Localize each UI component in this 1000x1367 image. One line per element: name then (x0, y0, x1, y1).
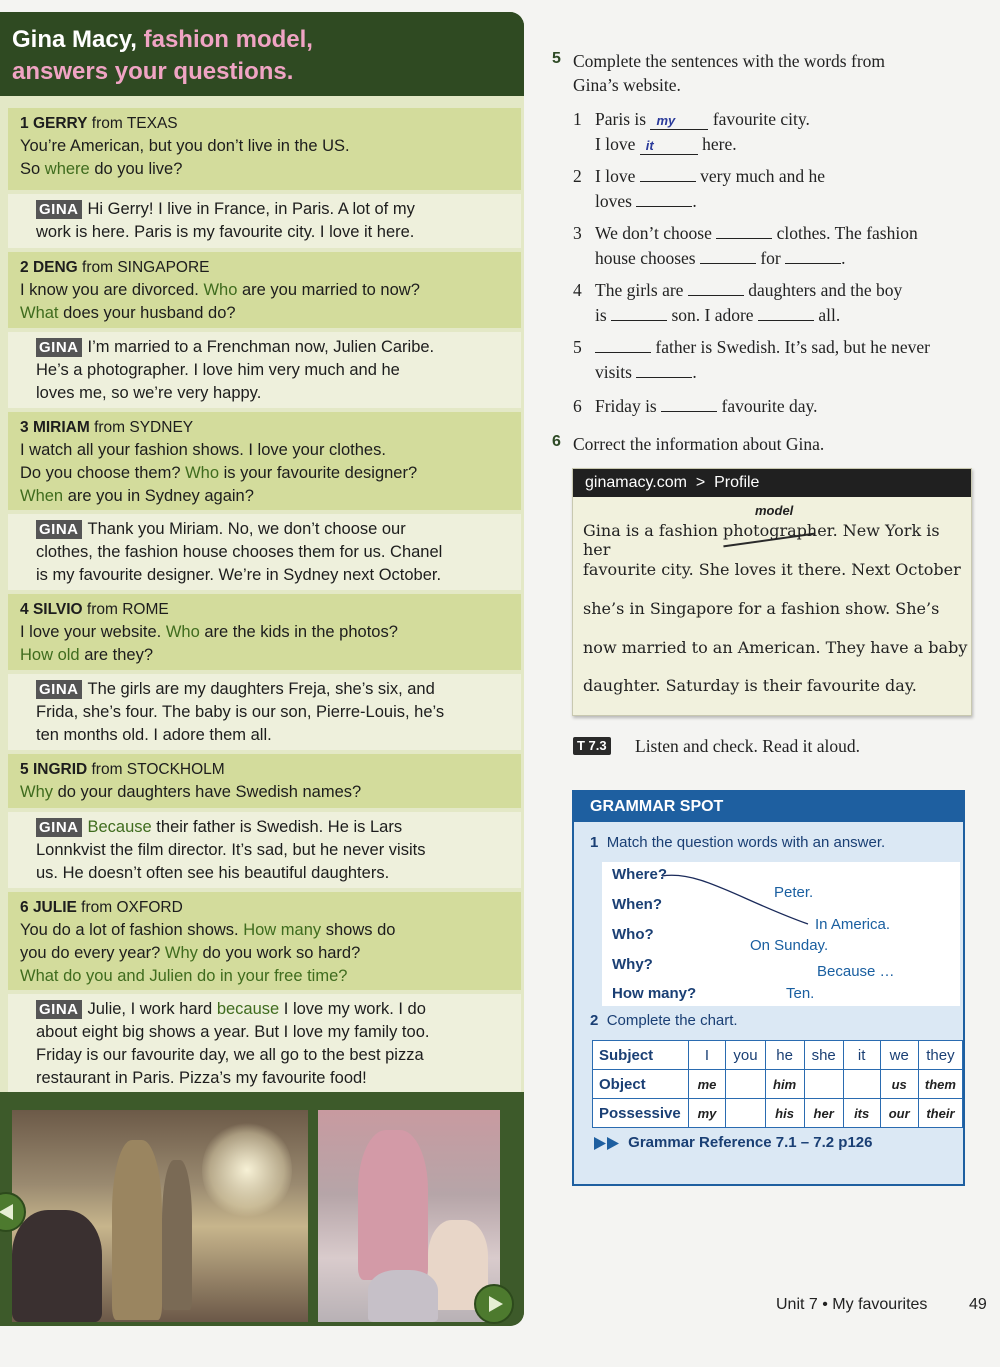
profile-card (572, 468, 972, 716)
listen-instruction: Listen and check. Read it aloud. (635, 736, 860, 756)
chart-cell[interactable]: me (688, 1070, 726, 1099)
answer-filled: it (640, 138, 698, 155)
sentence-2: 2 I love very much and he loves . (573, 166, 825, 211)
question-block-5 (8, 754, 521, 808)
sentence-6: 6 Friday is favourite day. (573, 396, 818, 416)
blank-field[interactable] (611, 305, 667, 321)
sentence-1: 1 Paris is my favourite city. I love it here. (573, 109, 810, 154)
gina-label: GINA (36, 338, 82, 357)
audio-track-badge[interactable]: T 7.3 (573, 737, 611, 755)
next-arrow-button[interactable] (474, 1284, 514, 1324)
chart-cell[interactable]: him (765, 1070, 804, 1099)
question-text: So where do you live? (20, 160, 183, 178)
asker-location: from OXFORD (76, 899, 183, 916)
asker-location: from TEXAS (87, 115, 178, 132)
chart-row-possessive (593, 1099, 963, 1128)
question-block-4 (8, 594, 521, 670)
chart-row-subject (593, 1041, 963, 1070)
blank-field[interactable] (640, 166, 696, 182)
question-word: Why? (612, 956, 653, 973)
question-text: You’re American, but you don’t live in the US. (20, 137, 350, 155)
answer-text: Frida, she’s four. The baby is our son, Pierre-Louis, he’s (36, 703, 445, 721)
blank-field[interactable] (716, 223, 772, 239)
profile-breadcrumb (573, 469, 971, 497)
grammar-item-1: 1 Match the question words with an answer. (590, 834, 886, 851)
grammar-spot-body (574, 822, 963, 1184)
asker-location: from ROME (82, 601, 169, 618)
question-text: Do you choose them? Who is your favourite designer? (20, 464, 418, 482)
asker-name: 1 GERRY (20, 115, 88, 132)
question-word: Where? (612, 866, 668, 883)
breadcrumb-separator: > (695, 474, 706, 491)
answer-text: clothes, the fashion house chooses them for us. Chanel (36, 543, 443, 561)
answer-block-5: GINA Because their father is Swedish. He is Lars Lonnkvist the film director. It’s sad, but he never visits us. He doesn’t often see his beautiful daughters. (8, 812, 521, 888)
letters-area (0, 96, 524, 1096)
blank-field[interactable] (758, 305, 814, 321)
blank-field[interactable] (636, 191, 692, 207)
grammar-item-2: 2 Complete the chart. (590, 1012, 738, 1029)
exercise-5-instructions: Complete the sentences with the words from Gina’s website. (573, 51, 886, 95)
answer-text: restaurant in Paris. Pizza’s my favourite food! (36, 1069, 367, 1087)
arrow-left-icon (0, 1202, 17, 1222)
asker-name: 4 SILVIO (20, 601, 83, 618)
chart-cell: we (880, 1041, 918, 1070)
grammar-reference-link[interactable]: Grammar Reference 7.1 – 7.2 p126 (594, 1134, 873, 1151)
blank-field[interactable] (661, 396, 717, 412)
question-text: What do you and Julien do in your free time? (20, 967, 348, 985)
answer-option: Peter. (774, 884, 814, 901)
chart-cell: he (765, 1041, 804, 1070)
answer-text: about eight big shows a year. But I love my family too. (36, 1023, 430, 1041)
question-text: I watch all your fashion shows. I love your clothes. (20, 441, 386, 459)
blank-field[interactable] (700, 248, 756, 264)
answer-text: us. He doesn’t often see his beautiful daughters. (36, 864, 390, 882)
chart-cell[interactable]: his (765, 1099, 804, 1128)
question-block-2 (8, 252, 521, 328)
chart-cell[interactable] (726, 1070, 765, 1099)
chart-cell[interactable]: us (880, 1070, 918, 1099)
question-text: Why do your daughters have Swedish names? (20, 783, 362, 801)
gina-label: GINA (36, 1000, 82, 1019)
header-role: fashion model, (136, 26, 313, 53)
answer-text: He’s a photographer. I love him very much and he (36, 361, 400, 379)
answer-block-4: GINA The girls are my daughters Freja, she’s six, and Frida, she’s four. The baby is our son, Pierre-Louis, he’s ten months old. I adore them all. (8, 674, 521, 750)
answer-text: Lonnkvist the film director. It’s sad, but he never visits (36, 841, 426, 859)
profile-line: daughter. Saturday is their favourite day. (583, 676, 917, 695)
chart-cell: it (843, 1041, 880, 1070)
site-name: ginamacy.com (585, 474, 687, 491)
question-block-1 (8, 108, 521, 190)
answer-block-1: GINA Hi Gerry! I live in France, in Paris. A lot of my work is here. Paris is my favourite city. I love it here. (8, 194, 521, 248)
question-word: Who? (612, 926, 654, 943)
row-label: Subject (593, 1041, 689, 1070)
answer-text: ten months old. I adore them all. (36, 726, 272, 744)
pronoun-chart (592, 1040, 963, 1128)
gina-label: GINA (36, 520, 82, 539)
question-block-3 (8, 412, 521, 510)
question-text: you do every year? Why do you work so hard? (20, 944, 361, 962)
unit-footer: Unit 7 • My favourites (776, 1296, 928, 1313)
answer-option: Because … (817, 963, 895, 980)
chart-cell: she (804, 1041, 843, 1070)
asker-name: 3 MIRIAM (20, 419, 90, 436)
answer-text: loves me, so we’re very happy. (36, 384, 262, 402)
asker-name: 2 DENG (20, 259, 78, 276)
answer-option: On Sunday. (750, 937, 829, 954)
grammar-spot-title: GRAMMAR SPOT (574, 792, 963, 822)
chart-cell: they (918, 1041, 962, 1070)
answer-block-2: GINA I’m married to a Frenchman now, Julien Caribe. He’s a photographer. I love him very much and he loves me, so we’re very happy. (8, 332, 521, 408)
chart-cell[interactable]: its (843, 1099, 880, 1128)
profile-line: now married to an American. They have a baby (583, 638, 968, 657)
question-word: When? (612, 896, 662, 913)
question-text: How old are they? (20, 646, 154, 664)
sentence-4: 4 The girls are daughters and the boy is son. I adore all. (573, 280, 903, 325)
gina-label: GINA (36, 200, 82, 219)
page-number: 49 (969, 1296, 987, 1313)
blank-field[interactable] (688, 280, 744, 296)
question-text: What does your husband do? (20, 304, 236, 322)
chart-cell[interactable]: them (918, 1070, 962, 1099)
answer-text: work is here. Paris is my favourite city. I love it here. (36, 223, 415, 241)
blank-field[interactable] (636, 362, 692, 378)
photos-strip (0, 1092, 524, 1326)
row-label: Possessive (593, 1099, 689, 1128)
asker-name: 6 JULIE (20, 899, 77, 916)
answer-option: In America. (815, 916, 891, 933)
question-word: How many? (612, 985, 697, 1002)
answer-option: Ten. (786, 985, 815, 1002)
double-arrow-icon (594, 1137, 624, 1150)
answer-text: Friday is our favourite day, we all go to the best pizza (36, 1046, 424, 1064)
profile-line: favourite city. She loves it there. Next October (583, 560, 961, 579)
chart-cell: you (726, 1041, 765, 1070)
sentence-3: 3 We don’t choose clothes. The fashion house chooses for . (573, 223, 918, 268)
asker-name: 5 INGRID (20, 761, 88, 778)
gina-article-panel (0, 12, 524, 1326)
exercise-6-number: 6 (552, 433, 561, 450)
question-text: You do a lot of fashion shows. How many shows do (20, 921, 396, 939)
breadcrumb-section: Profile (714, 474, 760, 491)
article-header (0, 12, 524, 96)
question-text: When are you in Sydney again? (20, 487, 254, 505)
profile-line: Gina is a fashion photographer. New York is her (583, 521, 940, 559)
exercise-5-number: 5 (552, 50, 561, 67)
answer-filled: my (650, 113, 708, 130)
profile-line: she’s in Singapore for a fashion show. She’s (583, 599, 940, 618)
blank-field[interactable] (785, 248, 841, 264)
sentence-5: 5 father is Swedish. It’s sad, but he never visits . (573, 337, 930, 382)
chart-cell[interactable]: my (688, 1099, 726, 1128)
question-block-6 (8, 892, 521, 990)
answer-text: is my favourite designer. We’re in Sydney next October. (36, 566, 442, 584)
blank-field[interactable] (595, 337, 651, 353)
header-name: Gina Macy, (12, 26, 137, 53)
chart-cell[interactable] (843, 1070, 880, 1099)
chart-row-object (593, 1070, 963, 1099)
arrow-right-icon (485, 1294, 505, 1314)
answer-block-3: GINA Thank you Miriam. No, we don’t choose our clothes, the fashion house chooses them for us. Chanel is my favourite designer. We’re in Sydney next October. (8, 514, 521, 590)
answer-block-6: GINA Julie, I work hard because I love my work. I do about eight big shows a year. But I love my family too. Friday is our favourite day, we all go to the best pizza restaurant in Paris. Pizza’s my favourite food! (8, 994, 521, 1092)
chart-cell[interactable]: our (880, 1099, 918, 1128)
exercise-6-instructions: Correct the information about Gina. (573, 434, 825, 454)
row-label: Object (593, 1070, 689, 1099)
chart-cell[interactable] (726, 1099, 765, 1128)
handwritten-correction: model (755, 503, 794, 518)
asker-location: from STOCKHOLM (87, 761, 225, 778)
chart-cell: I (688, 1041, 726, 1070)
asker-location: from SYDNEY (89, 419, 194, 436)
header-subtitle: answers your questions. (12, 58, 294, 85)
question-text: I know you are divorced. Who are you married to now? (20, 281, 420, 299)
chart-cell[interactable]: their (918, 1099, 962, 1128)
runway-photo (12, 1110, 308, 1322)
question-text: I love your website. Who are the kids in the photos? (20, 623, 398, 641)
gina-label: GINA (36, 680, 82, 699)
grammar-spot-box (572, 790, 965, 1186)
gina-label: GINA (36, 818, 82, 837)
chart-cell[interactable]: her (804, 1099, 843, 1128)
children-photo (318, 1110, 500, 1322)
asker-location: from SINGAPORE (77, 259, 210, 276)
chart-cell[interactable] (804, 1070, 843, 1099)
